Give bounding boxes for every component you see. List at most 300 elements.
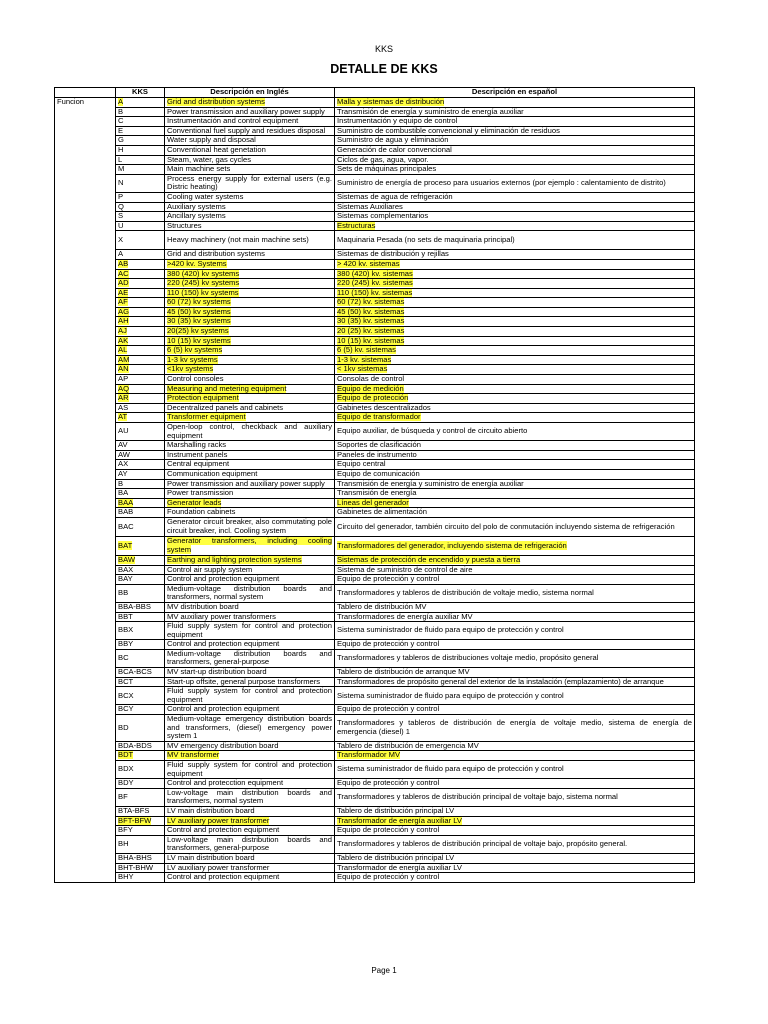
table-header-row <box>55 88 695 98</box>
kks-code-text: AR <box>118 393 129 403</box>
category-cell <box>55 705 116 715</box>
kks-code-text: BDY <box>118 778 134 788</box>
kks-code-text: U <box>118 221 124 230</box>
kks-code <box>116 126 165 136</box>
english-description-text: Main machine sets <box>167 164 231 174</box>
spanish-description-text: Tablero de distribución de emergencia MV <box>337 741 479 750</box>
english-description-text: Conventional heat genetation <box>167 145 266 154</box>
english-description <box>165 375 335 385</box>
spanish-description-text: Estructuras <box>337 221 376 230</box>
spanish-description-text: Transformador MV <box>337 750 401 760</box>
kks-code <box>116 174 165 192</box>
spanish-description <box>335 174 695 192</box>
table-row <box>55 751 695 761</box>
category-cell <box>55 279 116 289</box>
english-description-text: MV start-up distribution board <box>167 667 267 677</box>
english-description <box>165 873 335 883</box>
table-row <box>55 741 695 751</box>
english-description-text: Control consoles <box>167 374 224 384</box>
kks-code-text: AP <box>118 374 129 384</box>
page-footer: Page 1 <box>371 966 397 975</box>
english-description-text: LV main distribution board <box>167 806 255 815</box>
spanish-description-text: Sets de máquinas principales <box>337 164 437 174</box>
spanish-description <box>335 788 695 806</box>
table-row <box>55 584 695 602</box>
kks-code-text: AC <box>118 269 129 278</box>
table-row <box>55 346 695 356</box>
english-description <box>165 677 335 687</box>
spanish-description <box>335 212 695 222</box>
kks-code <box>116 873 165 883</box>
spanish-description <box>335 761 695 779</box>
table-row <box>55 365 695 375</box>
english-description-text: Power transmission <box>167 488 234 498</box>
kks-code-text: BAT <box>118 540 133 550</box>
category-cell <box>55 155 116 165</box>
spanish-description-text: Equipo de protección y control <box>337 704 440 714</box>
table-row <box>55 212 695 222</box>
spanish-description <box>335 779 695 789</box>
kks-code-text: BB <box>118 588 129 598</box>
category-cell <box>55 307 116 317</box>
kks-code <box>116 575 165 585</box>
spanish-description-text: Transformador de energía auxiliar LV <box>337 816 462 825</box>
kks-code-text: A <box>118 97 124 106</box>
table-row <box>55 98 695 108</box>
english-description <box>165 155 335 165</box>
kks-code <box>116 202 165 212</box>
kks-code <box>116 668 165 678</box>
english-description-text: 220 (245) kv systems <box>167 278 240 288</box>
category-cell <box>55 575 116 585</box>
english-description-text: Protection equipment <box>167 393 239 403</box>
table-row <box>55 677 695 687</box>
spanish-description-text: Transformadores y tableros de distribución de energía de voltaje medio, sistema de energía de emergencia (diesel) 1 <box>337 718 692 736</box>
kks-code <box>116 826 165 836</box>
spanish-description-text: Circuito del generador, también circuito del polo de conmutación incluyendo sistema de refrigeración <box>337 521 675 531</box>
category-cell <box>55 317 116 327</box>
category-cell <box>55 346 116 356</box>
kks-code-text: BAC <box>118 521 134 531</box>
english-description-text: Start-up offsite, general purpose transformers <box>167 677 321 686</box>
spanish-description <box>335 489 695 499</box>
english-description <box>165 174 335 192</box>
spanish-description-text: Equipo de protección y control <box>337 778 440 788</box>
spanish-description <box>335 346 695 356</box>
spanish-description-text: Transformadores y tableros de distribución de voltaje medio, sistema normal <box>337 588 594 598</box>
spanish-description-text: 110 (150) kv. sistemas <box>337 288 413 297</box>
spanish-description <box>335 98 695 108</box>
category-cell <box>55 816 116 826</box>
spanish-description-text: Malla y sistemas de distribución <box>337 97 445 106</box>
category-cell <box>55 450 116 460</box>
spanish-description <box>335 536 695 555</box>
english-description-text: Cooling water systems <box>167 192 244 201</box>
kks-code-text: BFY <box>118 825 133 835</box>
english-description <box>165 479 335 489</box>
kks-code-text: BAA <box>118 498 134 507</box>
spanish-description <box>335 863 695 873</box>
kks-code <box>116 192 165 202</box>
column-header-english: Descripción en Inglés <box>165 88 335 98</box>
kks-code <box>116 779 165 789</box>
spanish-description-text: Equipo de protección y control <box>337 639 440 649</box>
kks-code <box>116 145 165 155</box>
spanish-description-text: Equipo de comunicación <box>337 469 420 478</box>
spanish-description <box>335 259 695 269</box>
spanish-description-text: Transformadores y tableros de distribución principal de voltaje bajo, sistema normal <box>337 792 618 802</box>
english-description-text: 6 (5) kv systems <box>167 345 223 355</box>
spanish-description <box>335 107 695 117</box>
table-row <box>55 602 695 612</box>
category-cell <box>55 136 116 146</box>
spanish-description-text: Equipo central <box>337 459 386 469</box>
english-description-text: Transformer equipment <box>167 412 246 422</box>
spanish-description <box>335 498 695 508</box>
kks-code-text: C <box>118 116 124 126</box>
spanish-description-text: Maquinaria Pesada (no sets de maquinaria principal) <box>337 235 515 245</box>
spanish-description <box>335 403 695 413</box>
kks-code-text: BHY <box>118 872 134 882</box>
spanish-description-text: Transformadores del generador, incluyendo sistema de refrigeración <box>337 540 567 550</box>
english-description-text: LV auxiliary power transformer <box>167 816 270 825</box>
category-cell <box>55 751 116 761</box>
spanish-description-text: Soportes de clasificación <box>337 440 421 450</box>
english-description-text: <1kv systems <box>167 364 214 374</box>
table-row <box>55 375 695 385</box>
spanish-description-text: Transmisión de energía y suministro de energía auxiliar <box>337 479 524 488</box>
spanish-description-text: Sistema suministrador de fluido para equipo de protección y control <box>337 764 564 774</box>
english-description-text: Central equipment <box>167 459 230 469</box>
category-cell <box>55 250 116 260</box>
spanish-description-text: Ciclos de gas, agua, vapor. <box>337 155 429 164</box>
kks-code <box>116 489 165 499</box>
category-cell <box>55 536 116 555</box>
kks-code <box>116 612 165 622</box>
english-description-text: Measuring and metering equipment <box>167 384 287 393</box>
spanish-description <box>335 816 695 826</box>
kks-code-text: BBX <box>118 625 134 635</box>
kks-code <box>116 317 165 327</box>
spanish-description <box>335 269 695 279</box>
spanish-description-text: Sistemas Auxiliares <box>337 202 403 211</box>
kks-code <box>116 279 165 289</box>
english-description-text: 110 (150) kv systems <box>167 288 239 297</box>
category-cell <box>55 741 116 751</box>
english-description <box>165 423 335 441</box>
table-row <box>55 307 695 317</box>
kks-code <box>116 307 165 317</box>
table-row <box>55 423 695 441</box>
spanish-description-text: Tablero de distribución de arranque MV <box>337 667 470 677</box>
table-row <box>55 259 695 269</box>
kks-code <box>116 98 165 108</box>
category-cell <box>55 298 116 308</box>
table-row <box>55 126 695 136</box>
table-row <box>55 288 695 298</box>
english-description <box>165 863 335 873</box>
spanish-description-text: Líneas del generador <box>337 498 409 507</box>
kks-code-text: BD <box>118 722 129 732</box>
kks-code-text: BH <box>118 839 129 849</box>
kks-code-text: BCX <box>118 690 134 700</box>
spanish-description <box>335 450 695 460</box>
kks-code <box>116 259 165 269</box>
table-row <box>55 668 695 678</box>
spanish-description <box>335 622 695 640</box>
kks-table-body <box>55 98 695 883</box>
english-description <box>165 136 335 146</box>
kks-code <box>116 460 165 470</box>
table-row <box>55 403 695 413</box>
english-description <box>165 460 335 470</box>
kks-code-text: B <box>118 107 124 116</box>
english-description-text: >420 kv. Systems <box>167 259 227 268</box>
table-row <box>55 136 695 146</box>
english-description-text: Structures <box>167 221 202 230</box>
category-cell <box>55 826 116 836</box>
category-cell <box>55 835 116 853</box>
english-description <box>165 687 335 705</box>
table-row <box>55 873 695 883</box>
kks-code-text: P <box>118 192 124 201</box>
table-row <box>55 715 695 742</box>
table-row <box>55 826 695 836</box>
english-description-text: Control and protecction equipment <box>167 778 284 788</box>
kks-table <box>54 87 695 883</box>
spanish-description-text: Sistemas de protección de encendido y puesta a tierra <box>337 555 521 564</box>
table-row <box>55 269 695 279</box>
english-description-text: Control and protection equipment <box>167 704 280 714</box>
kks-code-text: AY <box>118 469 128 478</box>
spanish-description <box>335 384 695 394</box>
spanish-description-text: Transformadores de energía auxiliar MV <box>337 612 473 621</box>
table-row <box>55 612 695 622</box>
english-description-text: Open-loop control, checkback and auxiliary equipment <box>167 422 332 440</box>
kks-code-text: AV <box>118 440 128 450</box>
category-cell <box>55 715 116 742</box>
english-description-text: MV emergency distribution board <box>167 741 279 750</box>
kks-code <box>116 816 165 826</box>
spanish-description-text: Paneles de instrumento <box>337 450 417 459</box>
kks-code-text: AE <box>118 288 129 297</box>
kks-code <box>116 221 165 231</box>
table-row <box>55 298 695 308</box>
english-description <box>165 602 335 612</box>
english-description <box>165 788 335 806</box>
kks-code-text: BA <box>118 488 129 498</box>
english-description <box>165 231 335 250</box>
spanish-description-text: Equipo de protección <box>337 393 409 403</box>
category-cell <box>55 873 116 883</box>
english-description <box>165 384 335 394</box>
spanish-description <box>335 602 695 612</box>
category-cell <box>55 788 116 806</box>
spanish-description-text: Equipo auxiliar, de búsqueda y control de circuito abierto <box>337 426 528 436</box>
english-description-text: Heavy machinery (not main machine sets) <box>167 235 309 245</box>
category-cell <box>55 107 116 117</box>
english-description-text: Generator transformers, including cooling system <box>167 536 332 554</box>
english-description-text: Low-voltage main distribution boards and transformers, general-purpose <box>167 835 332 853</box>
spanish-description <box>335 705 695 715</box>
spanish-description-text: 380 (420) kv. sistemas <box>337 269 413 278</box>
table-row <box>55 384 695 394</box>
english-description <box>165 145 335 155</box>
english-description-text: 10 (15) kv systems <box>167 336 231 345</box>
spanish-description <box>335 575 695 585</box>
category-cell <box>55 365 116 375</box>
english-description-text: LV auxiliary power transformer <box>167 863 270 872</box>
category-cell <box>55 602 116 612</box>
table-row <box>55 450 695 460</box>
spanish-description-text: Equipo de protección y control <box>337 574 440 584</box>
spanish-description <box>335 279 695 289</box>
kks-code <box>116 741 165 751</box>
spanish-description-text: < 1kv sistemas <box>337 364 388 374</box>
spanish-description <box>335 136 695 146</box>
spanish-description-text: 6 (5) kv. sistemas <box>337 345 396 355</box>
spanish-description <box>335 751 695 761</box>
table-row <box>55 394 695 404</box>
kks-code-text: E <box>118 126 124 135</box>
spanish-description <box>335 375 695 385</box>
spanish-description-text: 30 (35) kv. sistemas <box>337 316 405 326</box>
category-cell <box>55 375 116 385</box>
english-description-text: 1-3 kv systems <box>167 355 218 364</box>
english-description <box>165 221 335 231</box>
category-cell <box>55 165 116 175</box>
category-cell <box>55 355 116 365</box>
english-description <box>165 555 335 565</box>
kks-code-text: BTA-BFS <box>118 806 150 815</box>
kks-code <box>116 565 165 575</box>
spanish-description <box>335 192 695 202</box>
english-description-text: 30 (35) kv systems <box>167 316 231 326</box>
spanish-description-text: Equipo de protección y control <box>337 825 440 835</box>
spanish-description <box>335 565 695 575</box>
table-row <box>55 575 695 585</box>
table-row <box>55 469 695 479</box>
kks-code-text: BDT <box>118 750 134 760</box>
english-description <box>165 508 335 518</box>
english-description-text: MV transformer <box>167 750 220 760</box>
spanish-description <box>335 826 695 836</box>
spanish-description <box>335 649 695 667</box>
english-description <box>165 269 335 279</box>
spanish-description-text: Tablero de distribución principal LV <box>337 853 455 862</box>
english-description-text: Control and protection equipment <box>167 574 280 584</box>
spanish-description <box>335 612 695 622</box>
english-description <box>165 394 335 404</box>
kks-code-text: A <box>118 249 124 259</box>
english-description-text: Process energy supply for external users (e.g. Distric heating) <box>167 174 332 192</box>
category-cell <box>55 517 116 536</box>
english-description <box>165 575 335 585</box>
spanish-description <box>335 288 695 298</box>
kks-code <box>116 853 165 863</box>
category-cell <box>55 269 116 279</box>
kks-code-text: AD <box>118 278 129 288</box>
english-description <box>165 640 335 650</box>
spanish-description-text: 60 (72) kv. sistemas <box>337 297 405 307</box>
table-row <box>55 806 695 816</box>
english-description <box>165 779 335 789</box>
english-description-text: Earthing and lighting protection systems <box>167 555 302 564</box>
category-cell <box>55 612 116 622</box>
table-row <box>55 192 695 202</box>
kks-code <box>116 555 165 565</box>
english-description <box>165 336 335 346</box>
kks-code <box>116 649 165 667</box>
kks-code-text: BC <box>118 653 129 663</box>
spanish-description-text: Suministro de agua y eliminación <box>337 135 449 145</box>
english-description <box>165 565 335 575</box>
kks-code-text: BHT-BHW <box>118 863 154 872</box>
kks-code-text: N <box>118 178 124 188</box>
kks-code <box>116 107 165 117</box>
kks-code <box>116 751 165 761</box>
kks-code-text: Q <box>118 202 124 211</box>
spanish-description <box>335 741 695 751</box>
spanish-description-text: Sistemas complementarios <box>337 211 429 221</box>
kks-code-text: M <box>118 164 125 174</box>
category-cell <box>55 677 116 687</box>
spanish-description <box>335 806 695 816</box>
kks-code <box>116 394 165 404</box>
spanish-description-text: Gabinetes de alimentación <box>337 507 427 517</box>
table-row <box>55 336 695 346</box>
table-row <box>55 145 695 155</box>
kks-code <box>116 508 165 518</box>
english-description <box>165 649 335 667</box>
kks-code-text: AL <box>118 345 128 355</box>
english-description-text: LV main distribution board <box>167 853 255 862</box>
kks-code <box>116 212 165 222</box>
category-cell <box>55 384 116 394</box>
category-cell <box>55 649 116 667</box>
spanish-description-text: Suministro de energía de proceso para usuarios externos (por ejemplo : calentamiento de distrito) <box>337 178 666 188</box>
kks-code-text: G <box>118 135 124 145</box>
kks-code-text: BHA-BHS <box>118 853 152 862</box>
kks-code-text: AS <box>118 403 129 412</box>
english-description-text: Generator circuit breaker, also commutating pole circuit breaker, incl. Cooling system <box>167 517 332 535</box>
english-description <box>165 192 335 202</box>
spanish-description-text: Tablero de distribución MV <box>337 602 427 611</box>
english-description-text: Communication equipment <box>167 469 258 478</box>
kks-code <box>116 250 165 260</box>
category-label: Funcion <box>55 98 116 108</box>
kks-code-text: BDA-BDS <box>118 741 152 750</box>
kks-code <box>116 403 165 413</box>
spanish-description-text: Transmisión de energía y suministro de energía auxiliar <box>337 107 524 116</box>
kks-code <box>116 384 165 394</box>
table-row <box>55 498 695 508</box>
kks-code <box>116 365 165 375</box>
english-description-text: Control and protection equipment <box>167 825 280 835</box>
english-description <box>165 715 335 742</box>
english-description <box>165 317 335 327</box>
kks-code <box>116 479 165 489</box>
table-row <box>55 649 695 667</box>
english-description <box>165 622 335 640</box>
table-row <box>55 788 695 806</box>
english-description <box>165 259 335 269</box>
kks-code <box>116 536 165 555</box>
english-description <box>165 307 335 317</box>
spanish-description <box>335 394 695 404</box>
english-description-text: Decentralized panels and cabinets <box>167 403 284 412</box>
document-title: DETALLE DE KKS <box>330 62 438 76</box>
